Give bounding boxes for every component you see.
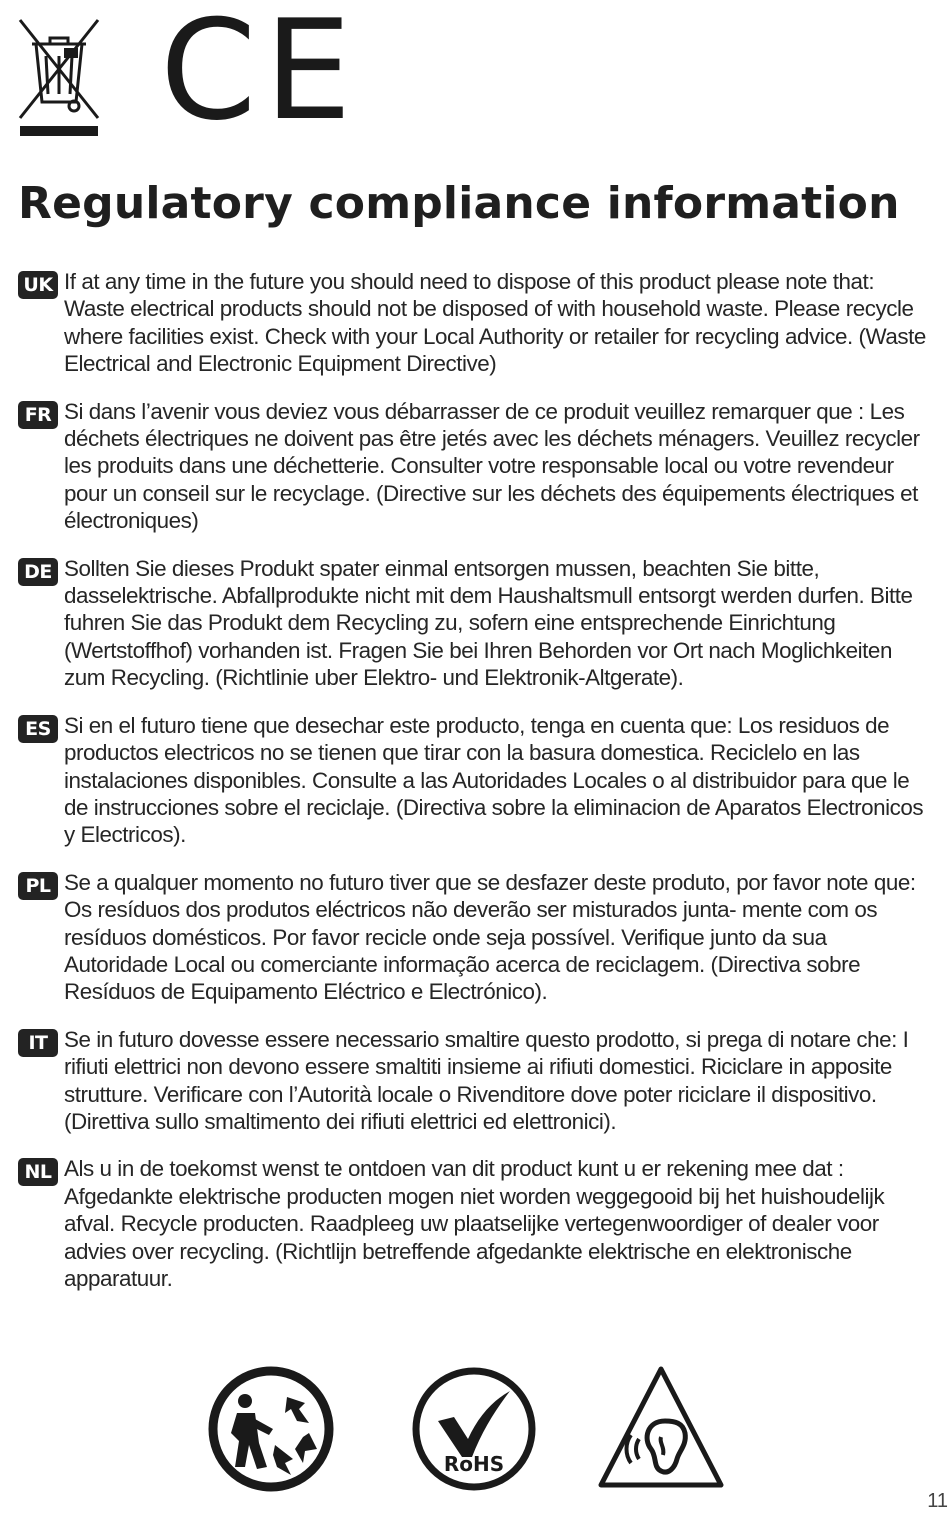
language-badge: ES <box>18 715 58 743</box>
language-badge: UK <box>18 271 58 299</box>
page-title: Regulatory compliance information <box>18 178 900 229</box>
section-text: Se a qualquer momento no futuro tiver que se desfazer deste produto, por favor note que: Os resíduos dos produtos eléctricos não deverão ser misturados junta- mente com os resíduos domésticos. Por favor recicle onde seja possível. Verifique junto da sua Autoridade Local ou comerciante informação acerca de reciclagem. (Directiva sobre Resíduos de Equipamento Eléctrico e Electrónico). <box>64 869 916 1005</box>
section-uk <box>18 268 934 378</box>
language-badge: PL <box>18 872 58 900</box>
language-badge: IT <box>18 1029 58 1057</box>
section-text: If at any time in the future you should need to dispose of this product please note that: Waste electrical products should not be disposed of with household waste. Please recycle where facilities exist. Check with your Local Authority or retailer for recycling advice. (Waste Electrical and Electronic Equipment Directive) <box>64 269 926 377</box>
section-es <box>18 712 934 849</box>
section-text: Als u in de toekomst wenst te ontdoen van dit product kunt u er rekening mee dat : Afgedankte elektrische producten mogen niet worden weggegooid bij het huishoudelijk afval. Recycle producten. Raadpleeg uw plaatselijke vertegenwoordiger of dealer voor advies over recycling. (Richtlijn betreffende afgedankte elektrische en elektronische apparatuur. <box>64 1156 885 1291</box>
section-text: Si dans l’avenir vous deviez vous débarrasser de ce produit veuillez remarquer que : Les déchets électriques ne doivent pas être jetés avec les déchets ménagers. Veuillez recycler les produits dans une déchetterie. Consulter votre responsable local ou votre revendeur pour un conseil sur le recyclage. (Directive sur les déchets des équipements électriques et électroniques) <box>64 398 920 534</box>
compliance-sections <box>18 268 934 1312</box>
section-text: Si en el futuro tiene que desechar este producto, tenga en cuenta que: Los residuos de productos electricos no se tienen que tirar con la basura domestica. Reciclelo en las instalaciones disponibles. Consulte a las Autoridades Locales o al distribuidor para que le de instrucciones sobre el reciclaje. (Directiva sobre la eliminacion de Aparatos Electronicos y Electricos). <box>64 712 924 848</box>
section-fr <box>18 398 934 535</box>
crossed-out-wheelie-bin-icon <box>14 14 104 142</box>
rohs-icon <box>410 1365 538 1493</box>
triman-recycle-icon <box>205 1363 337 1495</box>
section-text: Sollten Sie dieses Produkt spater einmal entsorgen mussen, beachten Sie bitte, dasselektrische. Abfallprodukte nicht mit dem Haushaltsmull entsorgt werden durfen. Bitte fuhren Sie das Produkt dem Recycling zu, sofern eine entsprechende Einrichtung (Wertstoffhof) vorhanden ist. Fragen Sie bei Ihren Behorden vor Ort nach Moglichkeiten zum Recycling. (Richtlinie uber Elektro- und Elektronik-Altgerate). <box>64 555 913 691</box>
rohs-label: RoHS <box>443 1452 505 1476</box>
bottom-logos <box>205 1363 725 1493</box>
language-badge: DE <box>18 558 58 586</box>
section-nl <box>18 1155 934 1292</box>
hearing-warning-icon <box>595 1363 727 1491</box>
language-badge: FR <box>18 401 58 429</box>
section-de <box>18 555 934 692</box>
section-it <box>18 1026 934 1136</box>
page-number: 11 <box>927 1490 948 1512</box>
ce-mark-text: CE <box>160 0 360 151</box>
ce-mark <box>160 0 360 151</box>
section-pl <box>18 869 934 1006</box>
language-badge: NL <box>18 1158 58 1186</box>
section-text: Se in futuro dovesse essere necessario smaltire questo prodotto, si prega di notare che: I rifiuti elettrici non devono essere smaltiti insieme ai rifiuti domestici. Riciclare in apposite strutture. Verificare con l’Autorità locale o Rivenditore dove poter riciclare il dispositivo. (Direttiva sullo smaltimento dei rifiuti elettrici ed elettronici). <box>64 1026 909 1134</box>
